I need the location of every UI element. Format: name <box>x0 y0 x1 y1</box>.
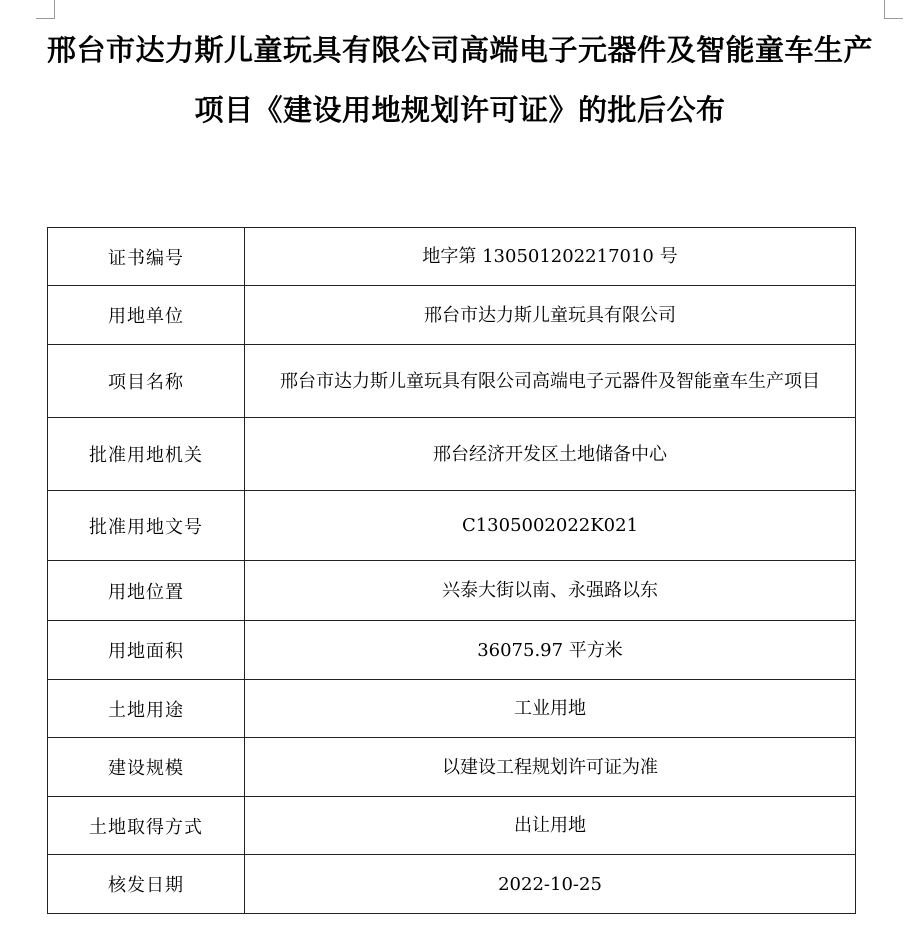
row-label: 用地位置 <box>48 561 245 621</box>
row-value: 出让用地 <box>245 797 856 855</box>
row-label: 批准用地机关 <box>48 418 245 491</box>
table-row <box>48 561 856 621</box>
table-row <box>48 491 856 561</box>
crop-mark-top-right <box>884 0 903 19</box>
row-label: 证书编号 <box>48 228 245 286</box>
row-label: 建设规模 <box>48 738 245 797</box>
row-value: 兴泰大街以南、永强路以东 <box>245 561 856 621</box>
row-label: 土地用途 <box>48 680 245 738</box>
row-value: 以建设工程规划许可证为准 <box>245 738 856 797</box>
row-value: 邢台市达力斯儿童玩具有限公司 <box>245 286 856 345</box>
permit-table <box>47 227 856 914</box>
document-title: 邢台市达力斯儿童玩具有限公司高端电子元器件及智能童车生产项目《建设用地规划许可证》的批后公布 <box>46 33 873 127</box>
table-row <box>48 738 856 797</box>
row-label: 核发日期 <box>48 855 245 914</box>
table-row <box>48 855 856 914</box>
row-value: C1305002022K021 <box>245 491 856 561</box>
row-label: 土地取得方式 <box>48 797 245 855</box>
row-value: 邢台经济开发区土地储备中心 <box>245 418 856 491</box>
row-value: 工业用地 <box>245 680 856 738</box>
table-row <box>48 680 856 738</box>
table-row <box>48 797 856 855</box>
table-row <box>48 345 856 418</box>
row-value: 地字第 130501202217010 号 <box>245 228 856 286</box>
table-row <box>48 418 856 491</box>
row-label: 用地面积 <box>48 621 245 680</box>
crop-mark-top-left <box>36 0 55 19</box>
row-value: 2022-10-25 <box>245 855 856 914</box>
table-row <box>48 286 856 345</box>
row-label: 批准用地文号 <box>48 491 245 561</box>
row-label: 用地单位 <box>48 286 245 345</box>
table-row <box>48 621 856 680</box>
row-value: 邢台市达力斯儿童玩具有限公司高端电子元器件及智能童车生产项目 <box>245 345 856 418</box>
row-value: 36075.97 平方米 <box>245 621 856 680</box>
table-row <box>48 228 856 286</box>
row-label: 项目名称 <box>48 345 245 418</box>
